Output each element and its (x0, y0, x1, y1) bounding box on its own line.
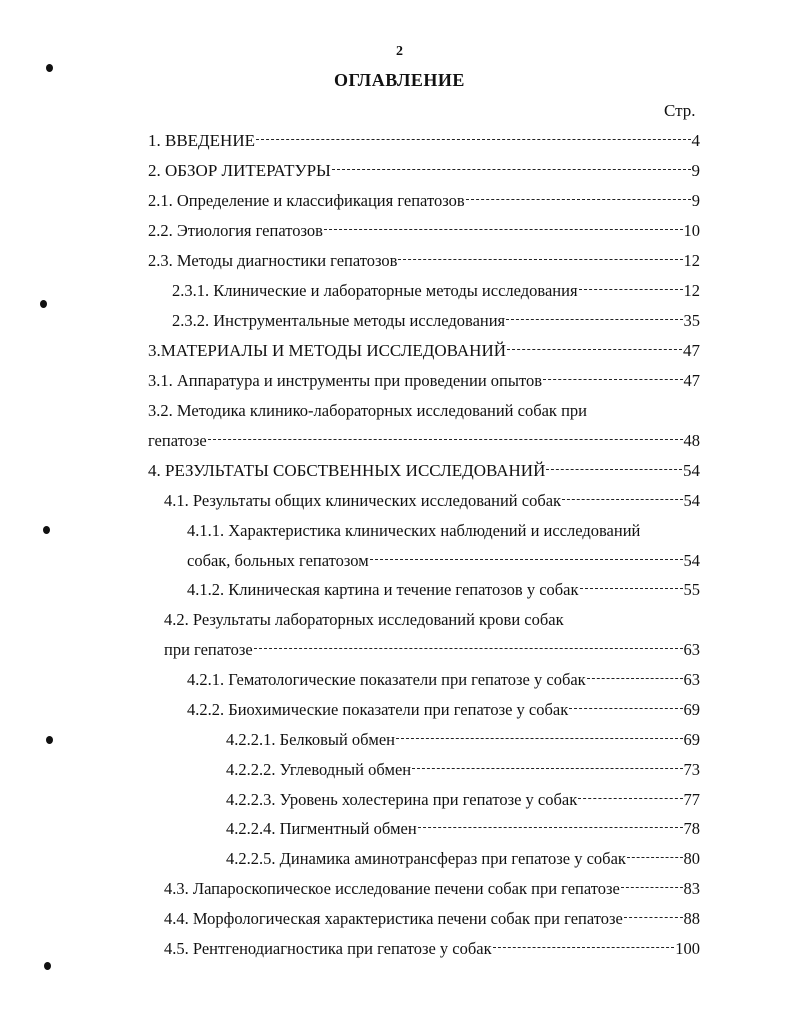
page-title: ОГЛАВЛЕНИЕ (334, 70, 465, 90)
toc-leader (254, 648, 683, 649)
toc-entry-text: 4.5. Рентгенодиагностика при гепатозе у собак (164, 939, 492, 958)
toc-entry[interactable] (187, 670, 700, 694)
toc-entry-page: 12 (683, 281, 700, 300)
toc-entry-text: 4.3. Лапароскопическое исследование печени собак при гепатозе (164, 879, 620, 898)
toc-entry-text: 2.3. Методы диагностики гепатозов (148, 251, 398, 270)
toc-leader (624, 917, 683, 918)
toc-entry-text: 2.2. Этиология гепатозов (148, 221, 323, 240)
toc-entry-text: 3.МАТЕРИАЛЫ И МЕТОДЫ ИССЛЕДОВАНИЙ (148, 341, 507, 360)
binding-hole-mark (44, 962, 51, 970)
toc-entry[interactable] (164, 879, 700, 903)
toc-entry-text: 1. ВВЕДЕНИЕ (148, 131, 255, 150)
toc-entry[interactable] (187, 551, 700, 575)
toc-entry[interactable] (226, 819, 700, 843)
toc-leader (580, 588, 683, 589)
toc-leader (208, 439, 683, 440)
toc-entry-page: 54 (683, 551, 700, 570)
toc-leader (332, 169, 691, 170)
toc-entry-text: 2.1. Определение и классификация гепатозов (148, 191, 465, 210)
toc-leader (627, 857, 683, 858)
toc-entry-text: 2. ОБЗОР ЛИТЕРАТУРЫ (148, 161, 331, 180)
toc-entry-text: 3.1. Аппаратура и инструменты при проведении опытов (148, 371, 542, 390)
toc-entry[interactable] (226, 849, 700, 873)
binding-hole-mark (46, 64, 53, 72)
toc-entry-text: 4.2.2.2. Углеводный обмен (226, 760, 412, 779)
toc-entry[interactable] (148, 191, 700, 215)
toc-entry[interactable] (164, 909, 700, 933)
toc-leader (569, 708, 682, 709)
toc-entry-text: 4.2.2.1. Белковый обмен (226, 730, 395, 749)
page-number: 2 (396, 44, 403, 59)
toc-leader (396, 738, 683, 739)
toc-leader (562, 499, 682, 500)
toc-entry-page: 78 (683, 819, 700, 838)
toc-leader (370, 559, 683, 560)
toc-entry-text: 4.2.2.3. Уровень холестерина при гепатозе у собак (226, 790, 578, 809)
toc-entry-page: 69 (683, 700, 700, 719)
toc-entry[interactable] (148, 221, 700, 245)
toc-entry-continuation: собак, больных гепатозом (187, 551, 369, 570)
toc-leader (412, 768, 682, 769)
toc-leader (507, 349, 682, 350)
toc-entry-page: 9 (691, 161, 700, 180)
toc-entry-text: 4.1. Результаты общих клинических исследований собак (164, 491, 562, 510)
toc-leader (398, 259, 682, 260)
toc-entry-page: 88 (683, 909, 700, 928)
toc-entry-text: 4.4. Морфологическая характеристика печени собак при гепатозе (164, 909, 623, 928)
toc-entry-text: 2.3.1. Клинические и лабораторные методы исследования (172, 281, 578, 300)
toc-leader (579, 289, 683, 290)
toc-entry-continuation: гепатозе (148, 431, 207, 450)
toc-entry-page: 12 (683, 251, 700, 270)
toc-entry-page: 4 (691, 131, 700, 150)
toc-leader (506, 319, 682, 320)
toc-leader (543, 379, 683, 380)
toc-entry[interactable] (164, 491, 700, 515)
binding-hole-mark (40, 300, 47, 308)
toc-entry[interactable] (187, 700, 700, 724)
toc-entry-page: 69 (683, 730, 700, 749)
toc-leader (578, 798, 682, 799)
toc-entry-text[interactable]: 3.2. Методика клинико-лабораторных исследований собак при (148, 401, 587, 420)
toc-entry[interactable] (148, 131, 700, 155)
toc-entry-page: 54 (683, 491, 700, 510)
toc-entry-page: 63 (683, 670, 700, 689)
toc-entry-page: 47 (683, 341, 700, 360)
toc-entry-page: 100 (675, 939, 700, 958)
toc-entry-continuation: при гепатозе (164, 640, 253, 659)
toc-entry-page: 54 (683, 461, 700, 480)
page-column-label: Стр. (664, 101, 696, 120)
toc-leader (256, 139, 691, 140)
binding-hole-mark (46, 736, 53, 744)
toc-entry[interactable] (148, 251, 700, 275)
toc-entry[interactable] (148, 461, 700, 485)
toc-entry-text[interactable]: 4.2. Результаты лабораторных исследований крови собак (164, 610, 564, 629)
toc-entry-page: 48 (683, 431, 700, 450)
toc-entry-text: 4.2.2. Биохимические показатели при гепатозе у собак (187, 700, 569, 719)
binding-hole-mark (43, 526, 50, 534)
toc-entry-text: 4.2.1. Гематологические показатели при гепатозе у собак (187, 670, 586, 689)
toc-entry-page: 55 (683, 580, 700, 599)
toc-leader (546, 469, 682, 470)
toc-entry-page: 77 (683, 790, 700, 809)
toc-entry-page: 10 (683, 221, 700, 240)
toc-entry[interactable] (226, 790, 700, 814)
toc-entry[interactable] (148, 371, 700, 395)
toc-entry-page: 73 (683, 760, 700, 779)
toc-entry-text: 4.2.2.5. Динамика аминотрансфераз при гепатозе у собак (226, 849, 626, 868)
toc-leader (418, 827, 683, 828)
toc-entry-text: 4.2.2.4. Пигментный обмен (226, 819, 417, 838)
toc-leader (466, 199, 691, 200)
toc-entry-page: 35 (683, 311, 700, 330)
toc-entry-text: 4.1.2. Клиническая картина и течение гепатозов у собак (187, 580, 579, 599)
toc-entry[interactable] (164, 640, 700, 664)
toc-entry[interactable] (226, 730, 700, 754)
toc-leader (493, 947, 675, 948)
toc-entry-page: 47 (683, 371, 700, 390)
toc-entry-page: 9 (691, 191, 700, 210)
toc-leader (587, 678, 683, 679)
toc-leader (324, 229, 683, 230)
toc-entry-page: 83 (683, 879, 700, 898)
toc-entry-text[interactable]: 4.1.1. Характеристика клинических наблюдений и исследований (187, 521, 641, 540)
toc-entry[interactable] (148, 341, 700, 365)
toc-entry-text: 2.3.2. Инструментальные методы исследования (172, 311, 506, 330)
toc-entry[interactable] (226, 760, 700, 784)
toc-entry-page: 80 (683, 849, 700, 868)
toc-entry[interactable] (148, 161, 700, 185)
toc-entry[interactable] (187, 580, 700, 604)
toc-entry[interactable] (172, 311, 700, 335)
toc-entry[interactable] (164, 939, 700, 963)
toc-entry-page: 63 (683, 640, 700, 659)
toc-leader (621, 887, 683, 888)
toc-entry[interactable] (148, 431, 700, 455)
toc-entry[interactable] (172, 281, 700, 305)
toc-entry-text: 4. РЕЗУЛЬТАТЫ СОБСТВЕННЫХ ИССЛЕДОВАНИЙ (148, 461, 546, 480)
